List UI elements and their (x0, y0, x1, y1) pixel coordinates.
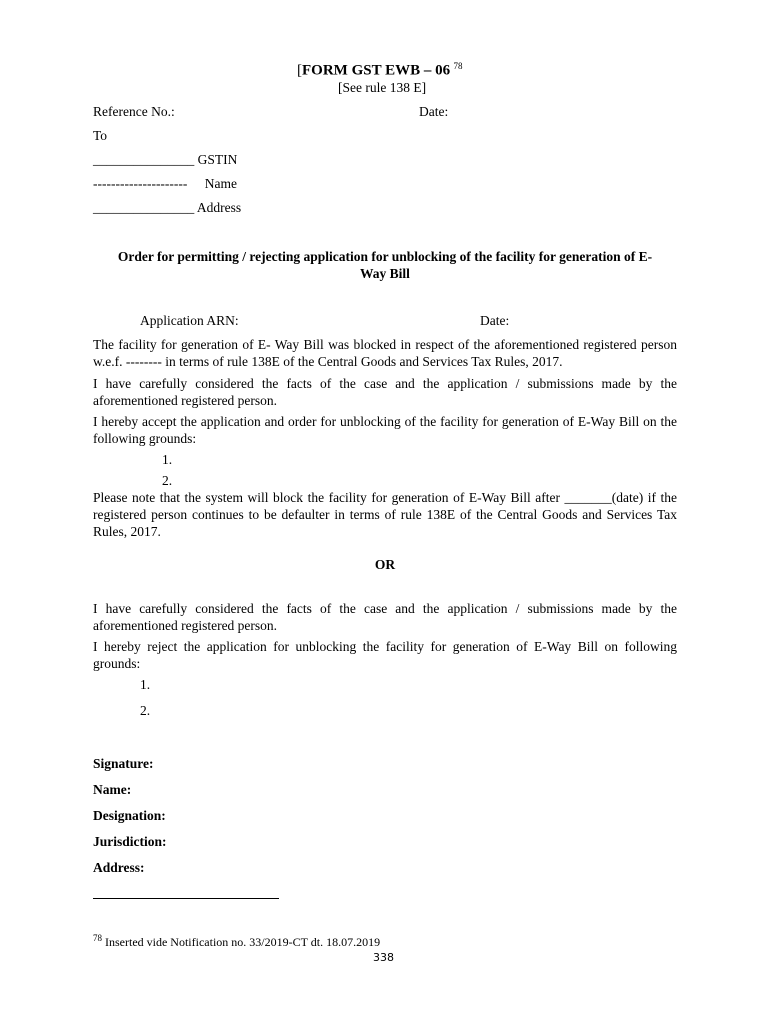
title-bracket: [ (297, 62, 302, 79)
gstin-blank: _______________ (93, 152, 195, 167)
recipient-name (93, 176, 237, 192)
gstin-label: GSTIN (197, 152, 238, 167)
reject-ground-2: 2. (140, 703, 151, 718)
footnote-reference: 78 (453, 61, 463, 71)
recipient-gstin (93, 152, 237, 168)
application-date-label: Date: (480, 313, 510, 328)
form-title (297, 61, 462, 80)
to-label: To (93, 128, 108, 143)
address-blank: _______________ (93, 200, 195, 215)
rule-reference: [See rule 138 E] (338, 80, 427, 95)
accept-ground-1: 1. (162, 452, 173, 467)
designation-label: Designation: (93, 808, 166, 823)
footnote-text: Inserted vide Notification no. 33/2019-CT dt. 18.07.2019 (102, 935, 381, 949)
reject-ground-1: 1. (140, 677, 151, 692)
footnote (93, 933, 380, 950)
officer-name-label: Name: (93, 782, 132, 797)
paragraph-note: Please note that the system will block the facility for generation of E-Way Bill after _______(date) if the registered person continues to be defaulter in terms of rule 138E of the Central Goods and Services Tax Rules, 2017. (93, 490, 677, 539)
paragraph-reject: I hereby reject the application for unblocking the facility for generation of E-Way Bill on following grounds: (93, 639, 677, 671)
jurisdiction-label: Jurisdiction: (93, 834, 167, 849)
application-arn-label: Application ARN: (140, 313, 239, 328)
or-separator: OR (374, 557, 396, 572)
paragraph-blocked: The facility for generation of E- Way Bill was blocked in respect of the aforementioned registered person w.e.f. -------- in terms of rule 138E of the Central Goods and Services Tax Rules, 2017. (93, 337, 677, 369)
accept-ground-2: 2. (162, 473, 173, 488)
form-title-text: FORM GST EWB – 06 (302, 62, 451, 79)
paragraph-considered-accept: I have carefully considered the facts of the case and the application / submissions made by the aforementioned registered person. (93, 376, 677, 408)
footnote-number: 78 (93, 933, 102, 943)
paragraph-accept: I hereby accept the application and order for unblocking of the facility for generation of E-Way Bill on the following grounds: (93, 414, 677, 446)
date-label: Date: (419, 104, 449, 119)
reference-no-label: Reference No.: (93, 104, 175, 119)
paragraph-considered-reject: I have carefully considered the facts of the case and the application / submissions made by the aforementioned registered person. (93, 601, 677, 633)
signature-label: Signature: (93, 756, 154, 771)
officer-address-label: Address: (93, 860, 145, 875)
address-label: Address (196, 200, 242, 215)
page-number: 338 (373, 951, 394, 964)
order-title-line1: Order for permitting / rejecting application for unblocking of the facility for generation of E- (117, 249, 653, 264)
name-label: Name (204, 176, 238, 191)
recipient-address (93, 200, 241, 216)
footnote-divider (93, 898, 279, 899)
order-title-line2: Way Bill (360, 266, 410, 281)
name-blank: --------------------- (93, 176, 188, 191)
